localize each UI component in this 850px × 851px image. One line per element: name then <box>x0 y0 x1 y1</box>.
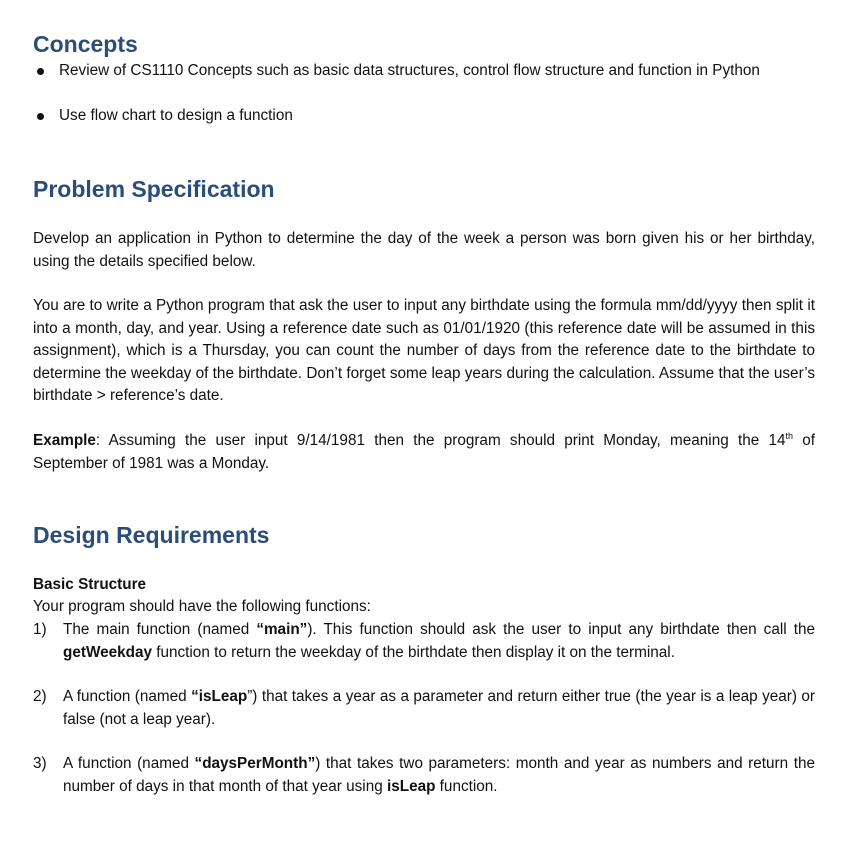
item-text: ). This function should ask the user to input any birthdate then call the <box>307 621 815 638</box>
requirement-item-1 <box>33 619 815 664</box>
bullet-dot-icon <box>37 113 44 120</box>
item-text: function to return the weekday of the birthdate then display it on the terminal. <box>152 643 675 661</box>
item-number: 2) <box>33 688 47 705</box>
item-bold: “main” <box>256 621 308 638</box>
requirement-item-2 <box>33 686 815 731</box>
basic-structure-label: Basic Structure <box>33 576 147 593</box>
concepts-bullet-1 <box>59 60 799 83</box>
requirement-item-3 <box>33 753 815 798</box>
bullet-dot-icon <box>37 68 44 75</box>
example-label: Example <box>33 432 96 449</box>
problem-paragraph-1: Develop an application in Python to determine the day of the week a person was born given his or her birthday, using the details specified below. <box>33 230 815 270</box>
item-body <box>63 619 815 664</box>
problem-paragraph-2: You are to write a Python program that ask the user to input any birthdate using the formula mm/dd/yyyy then split it into a month, day, and year. Using a reference date such as 01/01/1920 (this reference date will be assumed in this assignment), which is a Thursday, you can count the number of days from the reference date to the birthdate to determine the weekday of the birthdate. Don’t forget some leap years during the calculation. Assume that the user’s birthdate > reference’s date. <box>33 297 815 404</box>
bullet-text: Use flow chart to design a function <box>59 107 293 124</box>
example-text-a: : Assuming the user input 9/14/1981 then the program should print Monday, meaning the 14 <box>95 432 786 449</box>
item-text: ”) that takes a year as a parameter and return either true (the year is a leap year) or false (not a leap year). <box>63 688 815 728</box>
item-text: ) that takes two parameters: month and year as numbers and return the number of days in that month of that year using <box>63 755 815 795</box>
example-text-b: of September of 1981 was a Monday. <box>33 432 816 472</box>
design-intro: Your program should have the following functions: <box>33 598 371 615</box>
item-text: The main function (named <box>63 621 257 638</box>
item-body <box>63 686 815 731</box>
concepts-bullet-2 <box>59 105 799 128</box>
item-number: 3) <box>33 755 47 772</box>
item-bold: isLeap <box>386 777 436 795</box>
item-bold: “isLeap <box>191 688 248 705</box>
problem-heading: Problem Specification <box>33 176 275 202</box>
item-bold: “daysPerMonth” <box>194 755 316 772</box>
item-text: A function (named <box>63 688 192 705</box>
item-body <box>63 753 815 798</box>
concepts-heading: Concepts <box>33 31 138 57</box>
design-heading: Design Requirements <box>33 522 270 548</box>
example-paragraph <box>33 430 815 475</box>
item-text: A function (named <box>63 755 195 772</box>
item-text: function. <box>435 777 498 795</box>
example-superscript: th <box>785 431 793 441</box>
bullet-text: Review of CS1110 Concepts such as basic data structures, control flow structure and function in Python <box>59 62 760 79</box>
item-number: 1) <box>33 621 47 638</box>
basic-structure-subheading <box>33 574 815 597</box>
item-bold: getWeekday <box>63 643 152 661</box>
